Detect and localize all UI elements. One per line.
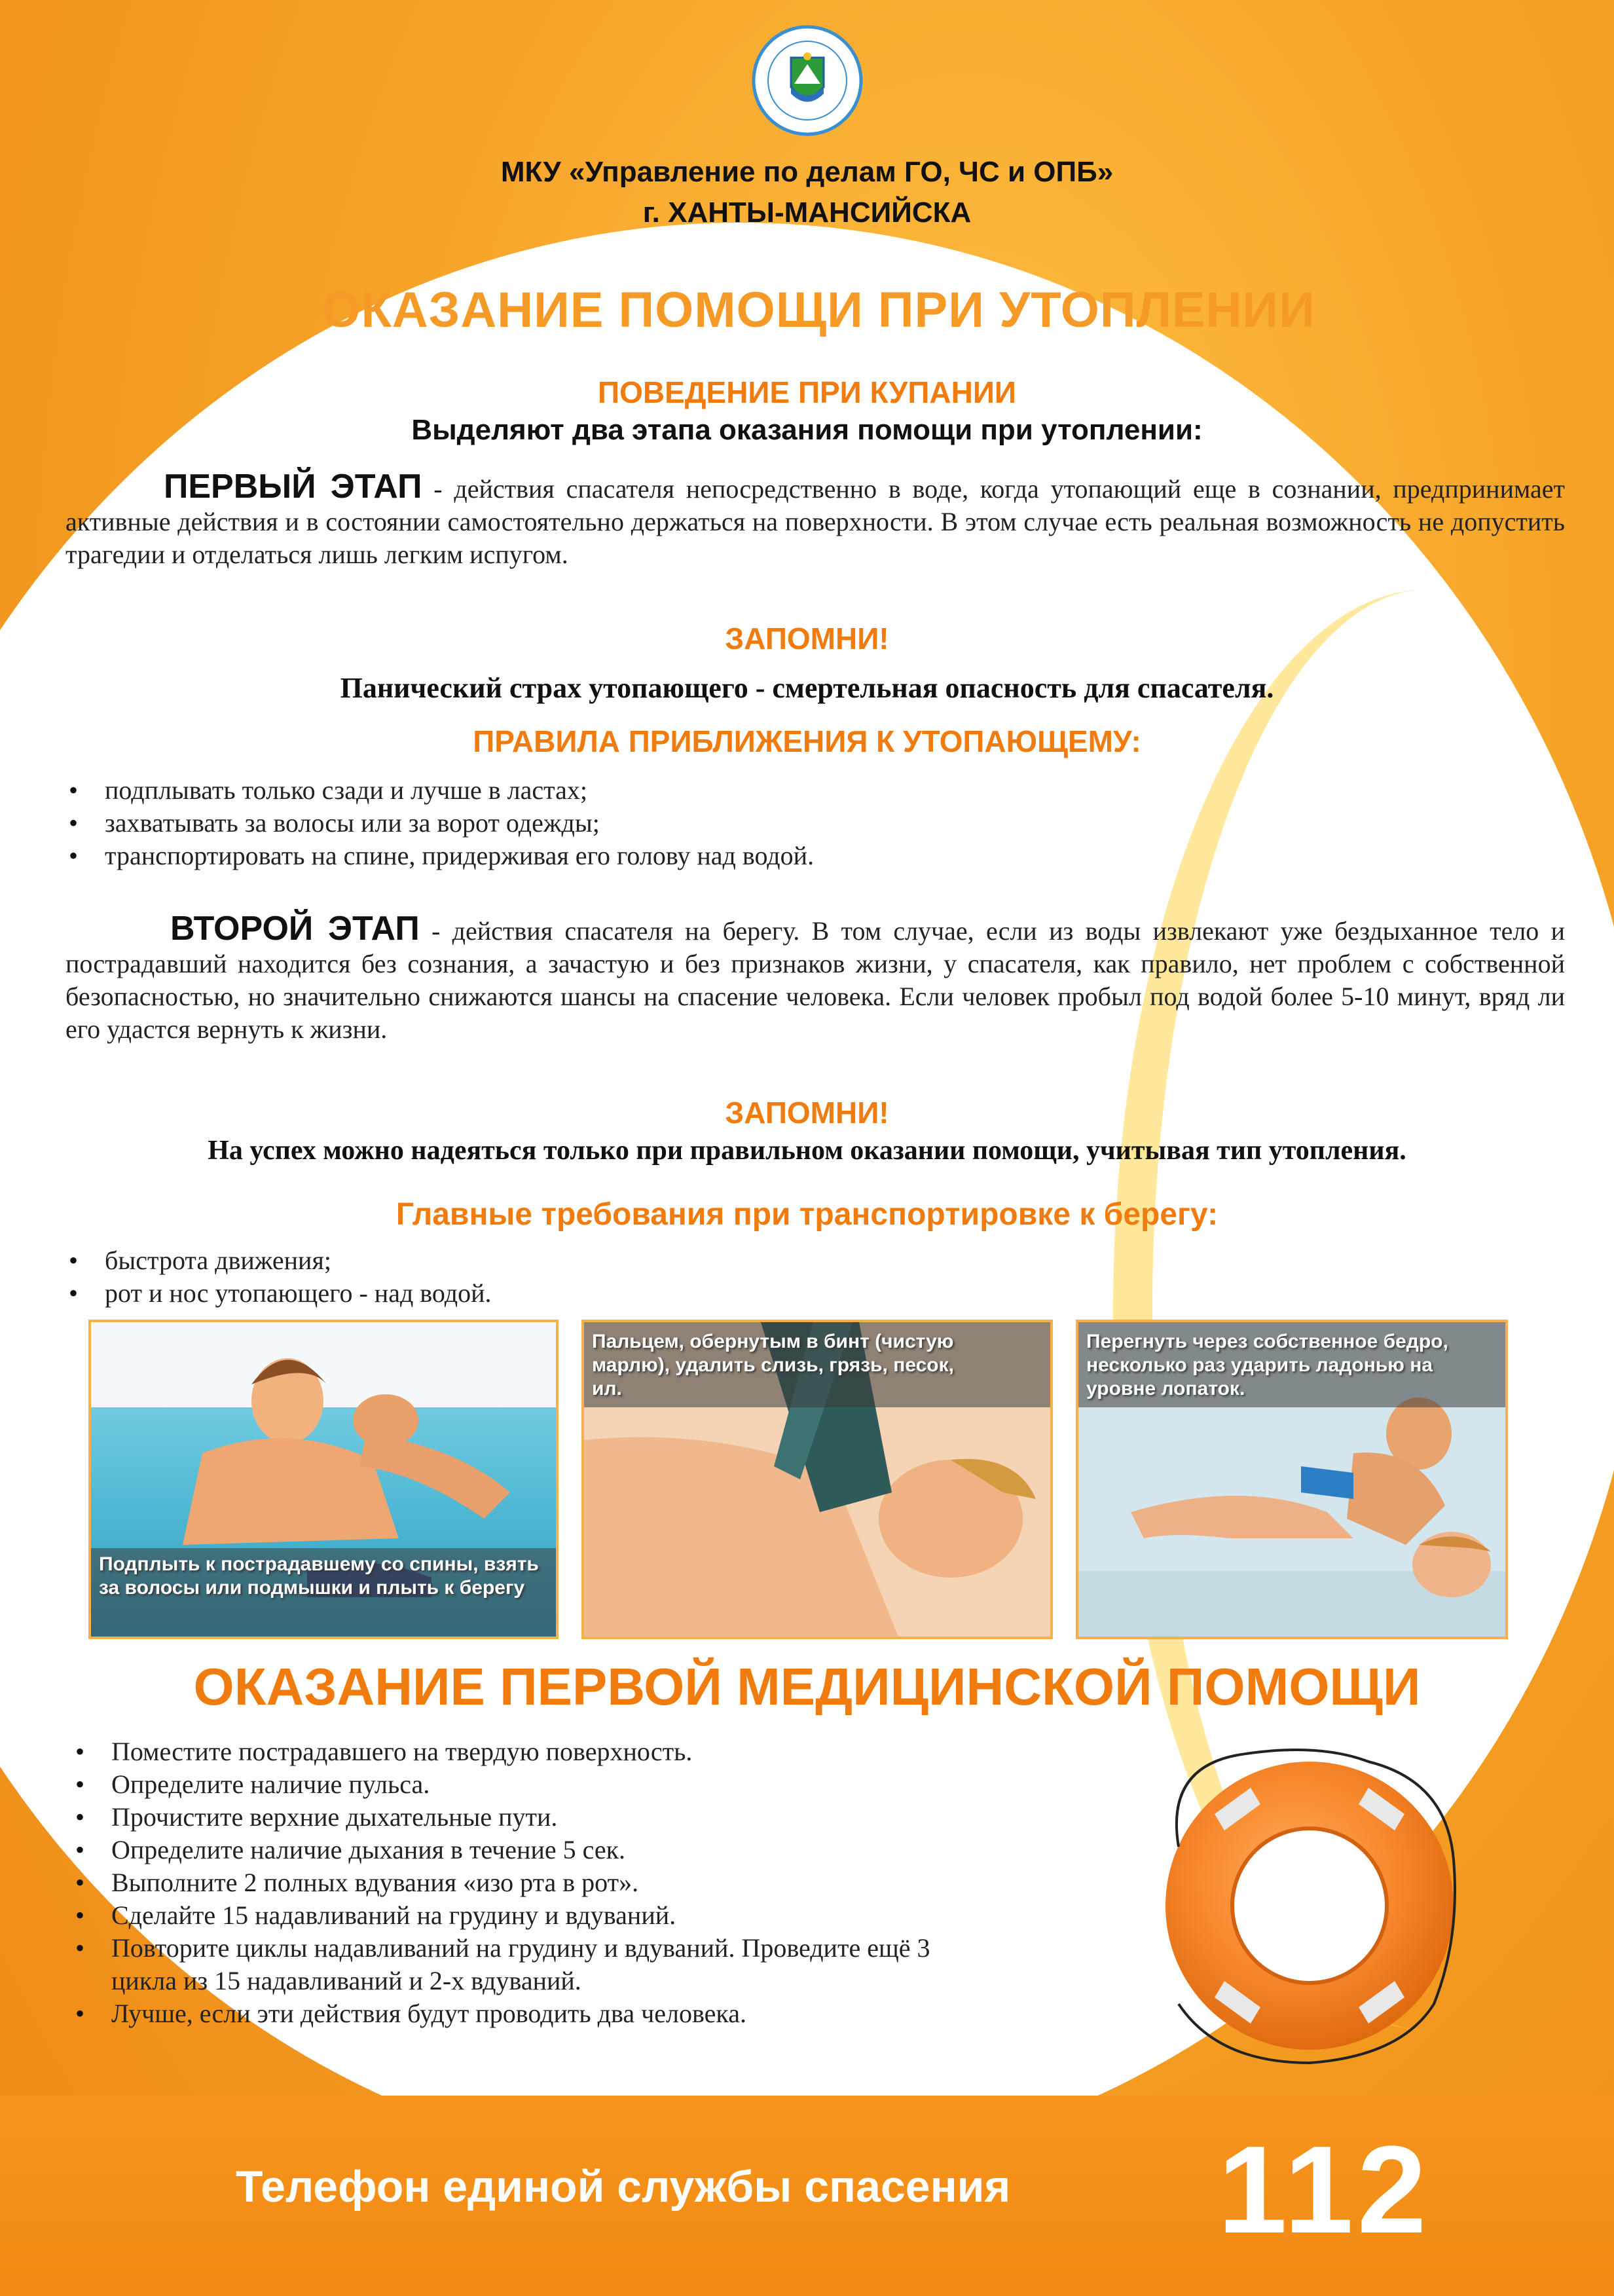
list-item: • транспортировать на спине, придерживая его голову над водой. bbox=[105, 840, 1506, 872]
organization-city: г. ХАНТЫ-МАНСИЙСКА bbox=[642, 196, 972, 229]
stage2-lead: ВТОРОЙ ЭТАП bbox=[170, 910, 420, 948]
list-item: • Поместите пострадавшего на твердую поверхность. bbox=[111, 1735, 949, 1768]
life-ring-icon bbox=[1152, 1742, 1467, 2069]
transport-heading: Главные требования при транспортировке к берегу: bbox=[395, 1197, 1219, 1232]
photo-clearing-airway bbox=[581, 1320, 1053, 1639]
emergency-number: 112 bbox=[1218, 2120, 1431, 2259]
list-item: • Определите наличие пульса. bbox=[111, 1768, 949, 1801]
photo-caption-3: Перегнуть через собственное бедро, несколько раз ударить ладонью на уровне лопаток. bbox=[1086, 1331, 1448, 1399]
intro-text: Выделяют два этапа оказания помощи при утоплении: bbox=[411, 414, 1203, 446]
stage2-text: - действия спасателя на берегу. В том случае, если из воды извлекают уже бездыханное тело и пострадавший находится без сознания, а зачастую и без признаков жизни, у спасателя, как правило, нет проблем с собственной безопасностью, но значительно снижаются шансы на спасение человека. Если человек пробыл под водой более 5-10 минут, вряд ли его удастся вернуть к жизни. bbox=[65, 916, 1565, 1044]
organization-name: МКУ «Управление по делам ГО, ЧС и ОПБ» bbox=[500, 156, 1114, 188]
photo-rescue-in-water bbox=[88, 1320, 559, 1639]
list-item: • Лучше, если эти действия будут проводить два человека. bbox=[111, 1997, 949, 2030]
photo-caption-1: Подплыть к пострадавшему со спины, взять за волосы или подмышки и плыть к берегу bbox=[99, 1553, 539, 1599]
list-item: • рот и нос утопающего - над водой. bbox=[105, 1277, 1506, 1310]
remember-text-1: Панический страх утопающего - смертельная опасность для спасателя. bbox=[340, 672, 1274, 704]
stage1-paragraph bbox=[65, 470, 1565, 571]
rules-list bbox=[65, 774, 1506, 872]
rules-heading: ПРАВИЛА ПРИБЛИЖЕНИЯ К УТОПАЮЩЕМУ: bbox=[473, 724, 1141, 758]
page-title: ОКАЗАНИЕ ПОМОЩИ ПРИ УТОПЛЕНИИ bbox=[321, 282, 1315, 338]
transport-list bbox=[65, 1244, 1506, 1310]
stage1-text: - действия спасателя непосредственно в воде, когда утопающий еще в сознании, предпринимает активные действия и в состоянии самостоятельно держаться на поверхности. В этом случае есть реальная возможность не допустить трагедии и отделаться лишь легким испугом. bbox=[65, 474, 1565, 569]
stage2-paragraph bbox=[65, 912, 1565, 1046]
first-aid-heading: ОКАЗАНИЕ ПЕРВОЙ МЕДИЦИНСКОЙ ПОМОЩИ bbox=[193, 1657, 1421, 1716]
list-item: • Повторите циклы надавливаний на грудину и вдуваний. Проведите ещё 3 цикла из 15 надавливаний и 2-х вдуваний. bbox=[111, 1932, 949, 1997]
footer-text: Телефон единой службы спасения bbox=[236, 2162, 1011, 2212]
first-aid-steps bbox=[72, 1735, 949, 2030]
remember-heading-1: ЗАПОМНИ! bbox=[725, 621, 889, 656]
photo-over-thigh bbox=[1076, 1320, 1508, 1639]
stage1-lead: ПЕРВЫЙ ЭТАП bbox=[164, 468, 422, 506]
list-item: • Выполните 2 полных вдувания «изо рта в рот». bbox=[111, 1866, 949, 1899]
list-item: • Прочистите верхние дыхательные пути. bbox=[111, 1801, 949, 1834]
list-item: • быстрота движения; bbox=[105, 1244, 1506, 1277]
list-item: • Определите наличие дыхания в течение 5 сек. bbox=[111, 1834, 949, 1866]
remember-heading-2: ЗАПОМНИ! bbox=[725, 1096, 889, 1130]
remember-text-2: На успех можно надеяться только при правильном оказании помощи, учитывая тип утопления. bbox=[208, 1136, 1406, 1166]
list-item: • Сделайте 15 надавливаний на грудину и вдуваний. bbox=[111, 1899, 949, 1932]
list-item: • захватывать за волосы или за ворот одежды; bbox=[105, 807, 1506, 840]
photo-caption-2: Пальцем, обернутым в бинт (чистую марлю), удалить слизь, грязь, песок, ил. bbox=[592, 1331, 954, 1399]
section-heading-bathing: ПОВЕДЕНИЕ ПРИ КУПАНИИ bbox=[598, 375, 1016, 409]
emblem-icon bbox=[752, 25, 863, 136]
list-item: • подплывать только сзади и лучше в ластах; bbox=[105, 774, 1506, 807]
organization-heading bbox=[0, 152, 1614, 233]
